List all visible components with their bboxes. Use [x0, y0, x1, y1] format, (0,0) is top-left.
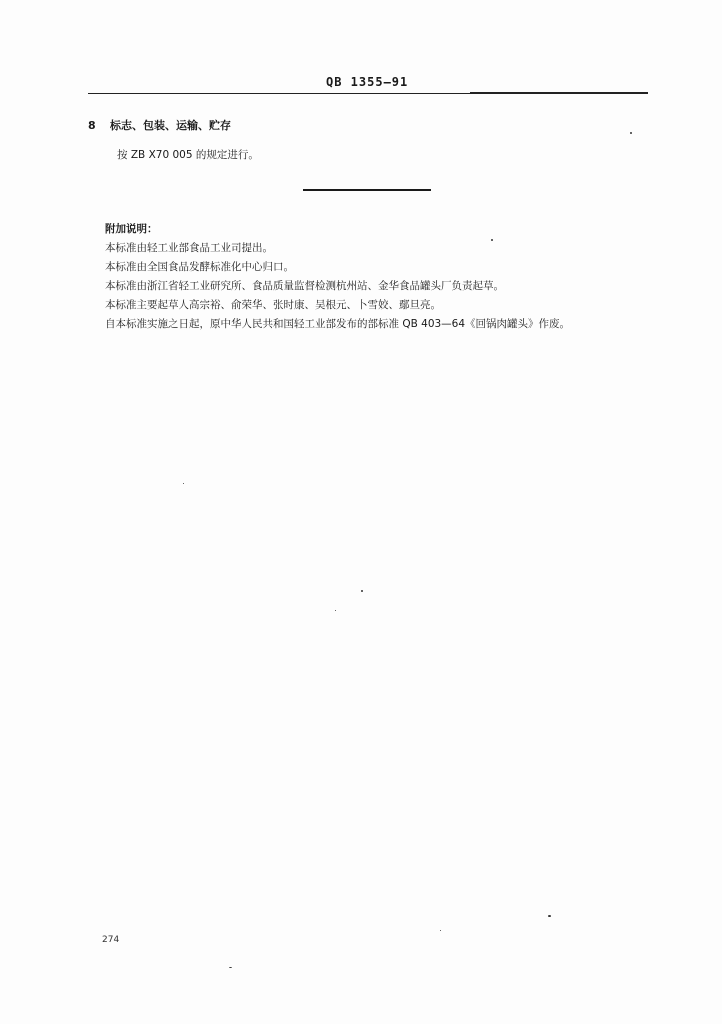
section-title: 标志、包装、运输、贮存: [110, 119, 231, 132]
scan-speck: [491, 239, 493, 241]
notes-line: 本标准由浙江省轻工业研究所、食品质量监督检测杭州站、金华食品罐头厂负责起草。: [105, 280, 504, 292]
header-rule-accent: [470, 92, 648, 94]
scan-speck: [548, 915, 551, 917]
standard-code: QB 1355—91: [326, 75, 409, 89]
section-number: 8: [88, 119, 96, 132]
notes-line: 本标准主要起草人高宗裕、俞荣华、张时康、吴根元、卜雪姣、鄢旦亮。: [105, 299, 441, 311]
scan-speck: [183, 483, 184, 484]
scan-speck: [630, 132, 632, 134]
page-number: 274: [102, 935, 120, 945]
notes-line: 自本标准实施之日起，原中华人民共和国轻工业部发布的部标准 QB 403—64《回锅肉罐头》作废。: [105, 318, 571, 330]
scan-speck: [361, 590, 363, 592]
section-heading: [88, 117, 231, 133]
scan-speck: [440, 930, 441, 931]
section-body: 按 ZB X70 005 的规定进行。: [117, 149, 259, 161]
notes-line: 本标准由全国食品发酵标准化中心归口。: [105, 261, 294, 273]
notes-title: 附加说明：: [105, 223, 158, 235]
notes-line: 本标准由轻工业部食品工业司提出。: [105, 242, 273, 254]
scan-speck: [335, 610, 336, 611]
scan-speck: [229, 967, 232, 968]
additional-notes: [105, 220, 665, 334]
section-divider: [303, 189, 431, 191]
